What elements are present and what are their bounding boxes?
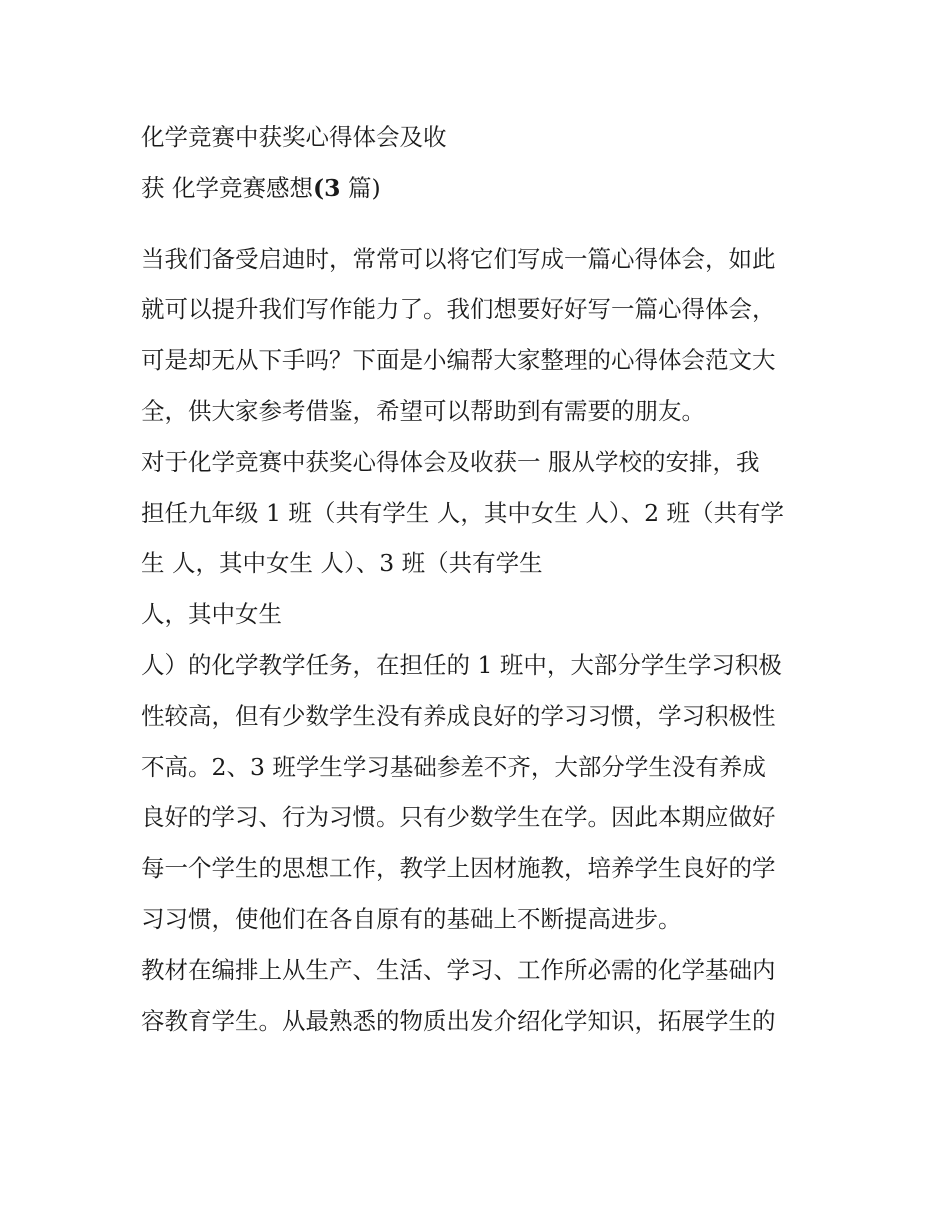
text-line: 人，其中女生	[141, 600, 282, 629]
title-count-close: 篇)	[340, 173, 381, 202]
text-line: 教材在编排上从生产、生活、学习、工作所必需的化学基础内	[141, 955, 776, 984]
text-line: 习习惯，使他们在各自原有的基础上不断提高进步。	[141, 904, 682, 933]
text-line: 每一个学生的思想工作，教学上因材施教，培养学生良好的学	[141, 854, 776, 883]
text-line: 就可以提升我们写作能力了。我们想要好好写一篇心得体会，	[141, 295, 776, 324]
title-line-2-text: 获 化学竞赛感想	[141, 173, 313, 202]
text-line: 不高。2、3 班学生学习基础参差不齐，大部分学生没有养成	[141, 752, 766, 781]
title-count-open: (3	[312, 173, 341, 202]
text-line: 性较高，但有少数学生没有养成良好的学习习惯，学习积极性	[141, 701, 776, 730]
document-page	[141, 112, 816, 1046]
text-line: 良好的学习、行为习惯。只有少数学生在学。因此本期应做好	[141, 803, 776, 832]
title-line-2	[141, 163, 816, 214]
text-line: 容教育学生。从最熟悉的物质出发介绍化学知识，拓展学生的	[141, 1006, 776, 1035]
title-line-1: 化学竞赛中获奖心得体会及收	[141, 123, 447, 151]
text-line: 可是却无从下手吗？下面是小编帮大家整理的心得体会范文大	[141, 346, 776, 375]
document-title	[141, 112, 816, 214]
text-line: 生 人，其中女生 人）、3 班（共有学生	[141, 549, 543, 578]
text-line: 对于化学竞赛中获奖心得体会及收获一 服从学校的安排，我	[141, 447, 760, 476]
text-line: 全，供大家参考借鉴，希望可以帮助到有需要的朋友。	[141, 396, 705, 425]
document-body	[141, 234, 816, 1047]
text-line: 人）的化学教学任务，在担任的 1 班中，大部分学生学习积极	[141, 650, 782, 679]
text-line: 当我们备受启迪时，常常可以将它们写成一篇心得体会，如此	[141, 244, 776, 273]
text-line: 担任九年级 1 班（共有学生 人，其中女生 人）、2 班（共有学	[141, 498, 785, 527]
